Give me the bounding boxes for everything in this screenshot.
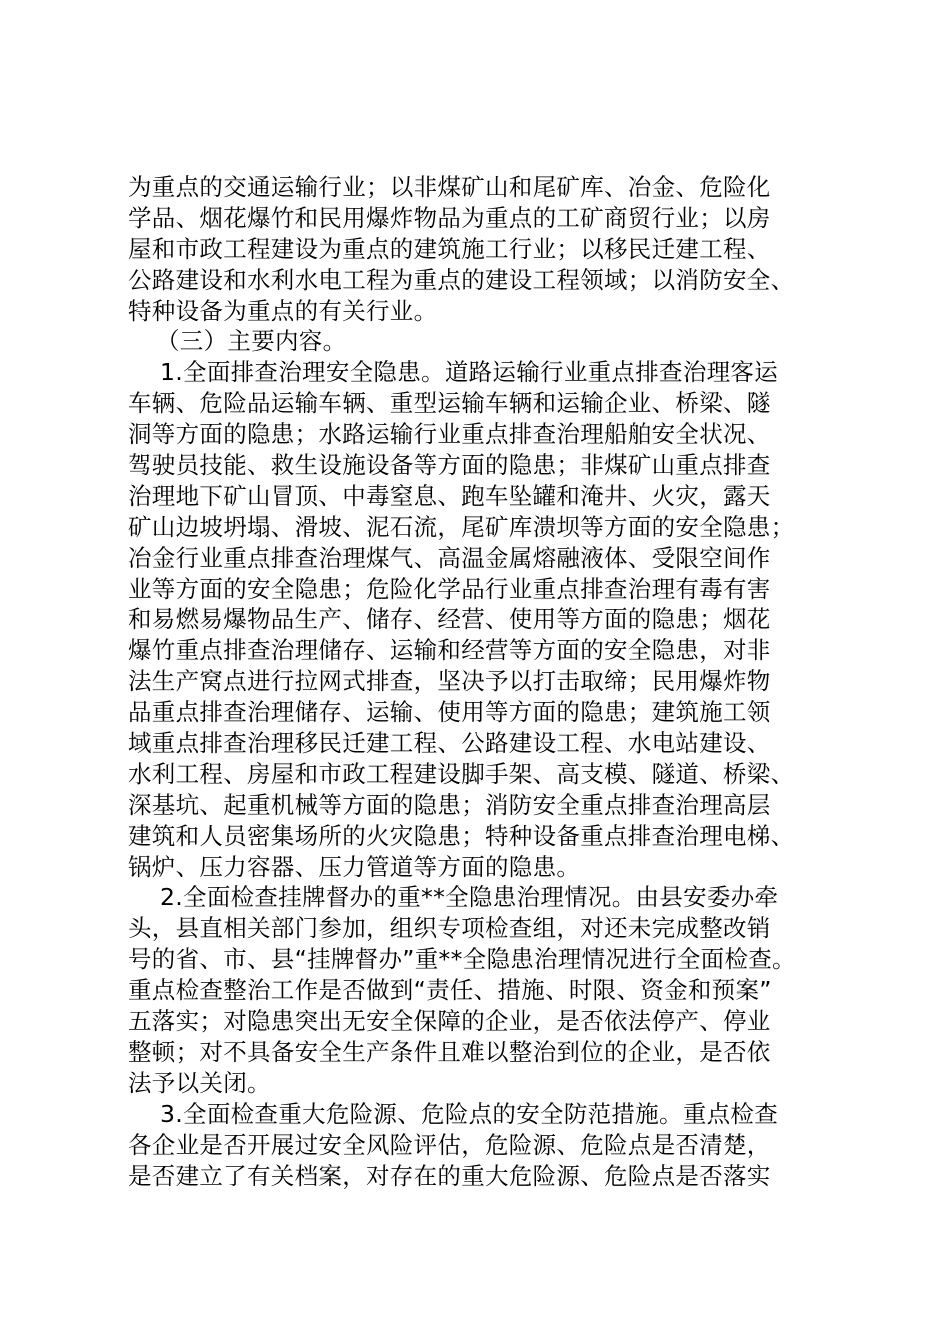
text-line: 学品、烟花爆竹和民用爆炸物品为重点的工矿商贸行业；以房 — [128, 203, 771, 232]
text-line: 特种设备为重点的有关行业。 — [128, 296, 438, 325]
text-line: 深基坑、起重机械等方面的隐患；消防安全重点排查治理高层 — [128, 790, 771, 819]
text-line: 洞等方面的隐患；水路运输行业重点排查治理船舶安全状况、 — [128, 420, 771, 449]
text-line: 头，县直相关部门参加，组织专项检查组，对还未完成整改销 — [128, 914, 771, 943]
text-line: 锅炉、压力容器、压力管道等方面的隐患。 — [128, 852, 581, 881]
text-line: 爆竹重点排查治理储存、运输和经营等方面的安全隐患，对非 — [128, 636, 771, 665]
text-line: 3.全面检查重大危险源、危险点的安全防范措施。重点检查 — [160, 1099, 779, 1128]
text-line: 为重点的交通运输行业；以非煤矿山和尾矿库、冶金、危险化 — [128, 173, 771, 201]
text-line: 治理地下矿山冒顶、中毒窒息、跑车坠罐和淹井、火灾，露天 — [128, 481, 771, 510]
text-line: 屋和市政工程建设为重点的建筑施工行业；以移民迁建工程、 — [128, 234, 771, 263]
text-line: 是否建立了有关档案，对存在的重大危险源、危险点是否落实 — [128, 1161, 771, 1190]
text-line: 车辆、危险品运输车辆、重型运输车辆和运输企业、桥梁、隧 — [128, 389, 771, 418]
text-line: 号的省、市、县“挂牌督办”重**全隐患治理情况进行全面检查。 — [128, 945, 796, 974]
text-line: 法予以关闭。 — [128, 1068, 271, 1097]
text-line: 法生产窝点进行拉网式排查，坚决予以打击取缔；民用爆炸物 — [128, 667, 771, 696]
section-heading: （三）主要内容。 — [156, 327, 347, 356]
text-line: 水利工程、房屋和市政工程建设脚手架、高支模、隧道、桥梁、 — [128, 759, 795, 788]
text-line: 域重点排查治理移民迁建工程、公路建设工程、水电站建设、 — [128, 729, 771, 758]
text-line: 建筑和人员密集场所的火灾隐患；特种设备重点排查治理电梯、 — [128, 821, 795, 850]
text-line: 1.全面排查治理安全隐患。道路运输行业重点排查治理客运 — [160, 358, 779, 387]
text-line: 五落实；对隐患突出无安全保障的企业，是否依法停产、停业 — [128, 1007, 771, 1036]
text-line: 重点检查整治工作是否做到“责任、措施、时限、资金和预案” — [128, 976, 772, 1005]
document-body — [128, 172, 828, 1191]
text-line: 驾驶员技能、救生设施设备等方面的隐患；非煤矿山重点排查 — [128, 451, 771, 480]
text-line: 和易燃易爆物品生产、储存、经营、使用等方面的隐患；烟花 — [128, 605, 771, 634]
text-line: 矿山边坡坍塌、滑坡、泥石流，尾矿库溃坝等方面的安全隐患； — [128, 512, 795, 541]
text-line: 各企业是否开展过安全风险评估，危险源、危险点是否清楚， — [128, 1130, 771, 1159]
text-line: 整顿；对不具备安全生产条件且难以整治到位的企业，是否依 — [128, 1037, 771, 1066]
text-line: 冶金行业重点排查治理煤气、高温金属熔融液体、受限空间作 — [128, 543, 771, 572]
text-line: 业等方面的安全隐患；危险化学品行业重点排查治理有毒有害 — [128, 574, 771, 603]
text-line: 公路建设和水利水电工程为重点的建设工程领域；以消防安全、 — [128, 265, 795, 294]
text-line: 2.全面检查挂牌督办的重**全隐患治理情况。由县安委办牵 — [160, 883, 779, 912]
text-line: 品重点排查治理储存、运输、使用等方面的隐患；建筑施工领 — [128, 698, 771, 727]
